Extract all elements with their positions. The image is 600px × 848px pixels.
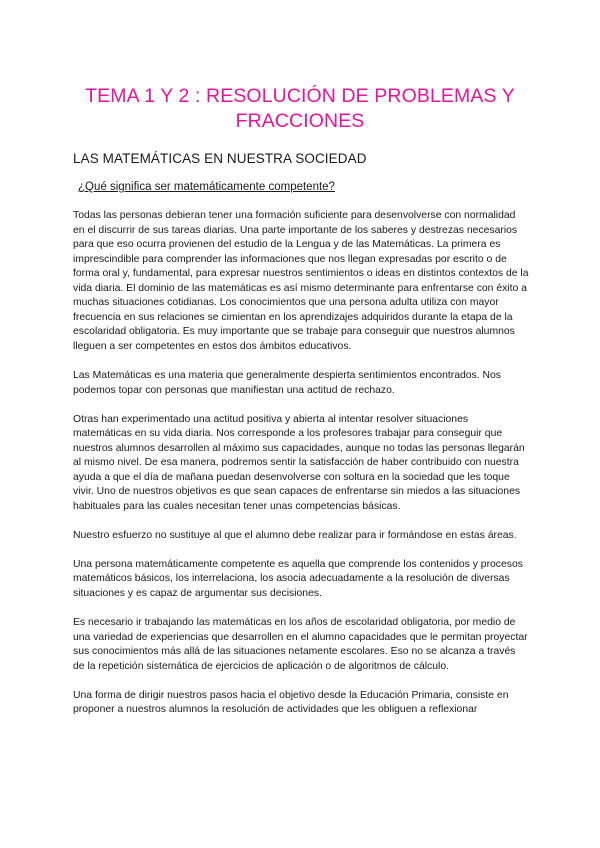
paragraph-3: Otras han experimentado una actitud positiva y abierta al intentar resolver situaciones matemáticas en su vida diaria. Nos corresponde a los profesores trabajar para conseguir que nuestros alumnos desarrollen al máximo sus capacidades, aunque no todas las personas llegarán al mismo nivel. De esa manera, podremos sentir la satisfacción de haber contribuido con nuestra ayuda a que el día de mañana puedan desenvolverse con soltura en la sociedad que les toque vivir. Uno de nuestros objetivos es que sean capaces de enfrentarse sin miedos a las situaciones habituales para las cuales necesitan tener unas competencias básicas. (73, 413, 525, 512)
paragraph-5: Una persona matemáticamente competente es aquella que comprende los contenidos y procesos matemáticos básicos, los interrelaciona, los asocia adecuadamente a la resolución de diversas situaciones y es capaz de argumentar sus decisiones. (73, 558, 523, 600)
question-subheading: ¿Qué significa ser matemáticamente competente? (78, 181, 335, 193)
paragraph-6: Es necesario ir trabajando las matemáticas en los años de escolaridad obligatoria, por medio de una variedad de experiencias que desarrollen en el alumno capacidades que le permitan proyectar sus conocimientos más allá de las situaciones netamente escolares. Eso no se alcanza a través de la repetición sistemática de ejercicios de aplicación o de algoritmos de cálculo. (73, 617, 528, 672)
paragraph-7: Una forma de dirigir nuestros pasos hacia el objetivo desde la Educación Primaria, consiste en proponer a nuestros alumnos la resolución de actividades que les obliguen a reflexionar (73, 689, 509, 716)
document-title: TEMA 1 Y 2 : RESOLUCIÓN DE PROBLEMAS Y FRACCIONES (85, 85, 515, 132)
paragraph-1: Todas las personas debieran tener una formación suficiente para desenvolverse con normalidad en el discurrir de sus tareas diarias. Una parte importante de los saberes y destrezas necesarios para que eso ocurra provienen del estudio de la Lengua y de las Matemáticas. La primera es imprescindible para comprender las informaciones que nos llegan expresadas por escrito o de forma oral y, fundamental, para expresar nuestros sentimientos o ideas en distintos contextos de la vida diaria. El dominio de las matemáticas es así mismo determinante para enfrentarse con éxito a muchas situaciones cotidianas. Los conocimientos que una persona adulta utiliza con mayor frecuencia en sus relaciones se cimientan en los aprendizajes adquiridos durante la etapa de la escolaridad obligatoria. Es muy importante que se trabaje para conseguir que nuestros alumnos lleguen a ser competentes en estos dos ámbitos educativos. (73, 210, 529, 352)
paragraph-4: Nuestro esfuerzo no sustituye al que el alumno debe realizar para ir formándose en estas áreas. (73, 529, 517, 541)
section-heading: LAS MATEMÁTICAS EN NUESTRA SOCIEDAD (73, 151, 367, 166)
body-text (73, 209, 529, 732)
paragraph-2: Las Matemáticas es una materia que generalmente despierta sentimientos encontrados. Nos podemos topar con personas que manifiestan una actitud de rechazo. (73, 369, 501, 396)
